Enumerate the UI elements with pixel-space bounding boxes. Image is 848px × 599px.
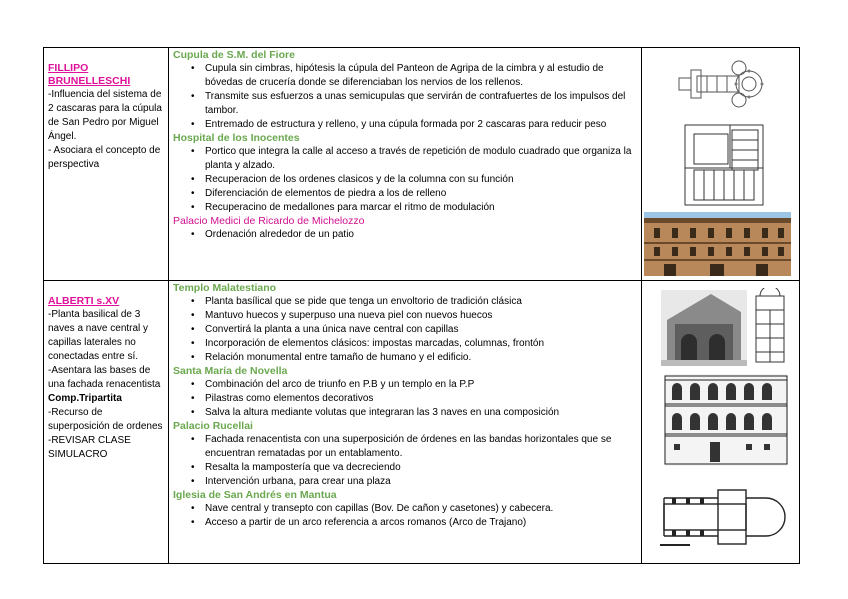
author-note: -Influencia del sistema de 2 cascaras para la cúpula de San Pedro por Miguel Ángel. <box>48 89 162 142</box>
section-title: Iglesia de San Andrés en Mantua <box>173 489 337 501</box>
list-item: • Recuperacion de los ordenes clasicos y de la columna con su función <box>173 173 637 187</box>
bullet-list <box>173 295 637 365</box>
bullet-list <box>173 62 637 132</box>
author-note: -REVISAR CLASE SIMULACRO <box>48 435 131 460</box>
author-note: -Planta basilical de 3 naves a nave central y capillas laterales no conectadas entre sí. <box>48 309 149 362</box>
author-title: FILLIPO BRUNELLESCHI <box>48 62 131 87</box>
list-item: • Acceso a partir de un arco referencia a arcos romanos (Arco de Trajano) <box>173 516 637 530</box>
list-item: • Recuperacino de medallones para marcar el ritmo de modulación <box>173 201 637 215</box>
rucellai-facade-icon <box>664 374 788 466</box>
bullet-list <box>173 228 637 242</box>
palazzo-facade-icon <box>644 212 791 276</box>
list-item: • Portico que integra la calle al acceso a través de repetición de modulo cuadrado que organiza la planta y alzado. <box>173 145 637 173</box>
section-title: Palacio Medici de Ricardo de Michelozzo <box>173 215 365 227</box>
list-item: • Cupula sin cimbras, hipótesis la cúpula del Panteon de Agripa de la cimbra y al estudio de bóvedas de crucería donde se diferenciaban los nervios de los rellenos. <box>173 62 637 90</box>
bullet-list <box>173 502 637 530</box>
list-item: • Salva la altura mediante volutas que integraran las 3 naves en una composición <box>173 406 637 420</box>
list-item: • Resalta la mampostería que va decreciendo <box>173 461 637 475</box>
bullet-list <box>173 378 637 420</box>
list-item: • Nave central y transepto con capillas (Bov. De cañon y casetones) y cabecera. <box>173 502 637 516</box>
temple-facade-icon <box>661 290 747 366</box>
list-item: • Pilastras como elementos decorativos <box>173 392 637 406</box>
cathedral-plan-icon <box>673 52 765 116</box>
list-item: • Planta basílical que se pide que tenga un envoltorio de tradición clásica <box>173 295 637 309</box>
author-title: ALBERTI s.XV <box>48 295 120 307</box>
temple-plan-icon <box>752 288 788 366</box>
section-title: Cupula de S.M. del Fiore <box>173 49 295 61</box>
bullet-list <box>173 145 637 215</box>
author-note: Comp.Tripartita <box>48 393 122 404</box>
content-cell <box>169 48 642 281</box>
list-item: • Combinación del arco de triunfo en P.B y un templo en la P.P <box>173 378 637 392</box>
list-item: • Entremado de estructura y relleno, y una cúpula formada por 2 cascaras para reducir peso <box>173 118 637 132</box>
list-item: • Relación monumental entre tamaño de humano y el edificio. <box>173 351 637 365</box>
list-item: • Intervención urbana, para crear una plaza <box>173 475 637 489</box>
list-item: • Ordenación alrededor de un patio <box>173 228 637 242</box>
hospital-plan-icon <box>684 124 764 206</box>
list-item: • Mantuvo huecos y superpuso una nueva piel con nuevos huecos <box>173 309 637 323</box>
author-note: - Asociara el concepto de perspectiva <box>48 145 161 170</box>
list-item: • Incorporación de elementos clásicos: impostas marcadas, columnas, frontón <box>173 337 637 351</box>
author-note: -Recurso de superposición de ordenes <box>48 407 163 432</box>
section-title: Hospital de los Inocentes <box>173 132 300 144</box>
list-item: • Transmite sus esfuerzos a unas semicupulas que servirán de contrafuertes de los impulsos del tambor. <box>173 90 637 118</box>
section-title: Palacio Rucellai <box>173 420 253 432</box>
list-item: • Fachada renacentista con una superposición de órdenes en las bandas horizontales que se encuentran rematadas por un entablamento. <box>173 433 637 461</box>
section-title: Santa María de Novella <box>173 365 288 377</box>
section-title: Templo Malatestiano <box>173 282 277 294</box>
content-cell <box>169 281 642 564</box>
list-item: • Diferenciación de elementos de piedra a los de relleno <box>173 187 637 201</box>
author-cell <box>44 48 169 281</box>
author-note: -Asentara las bases de una fachada renacentista <box>48 365 161 390</box>
author-cell <box>44 281 169 564</box>
list-item: • Convertirá la planta a una única nave central con capillas <box>173 323 637 337</box>
church-plan-icon <box>658 484 790 550</box>
bullet-list <box>173 433 637 489</box>
